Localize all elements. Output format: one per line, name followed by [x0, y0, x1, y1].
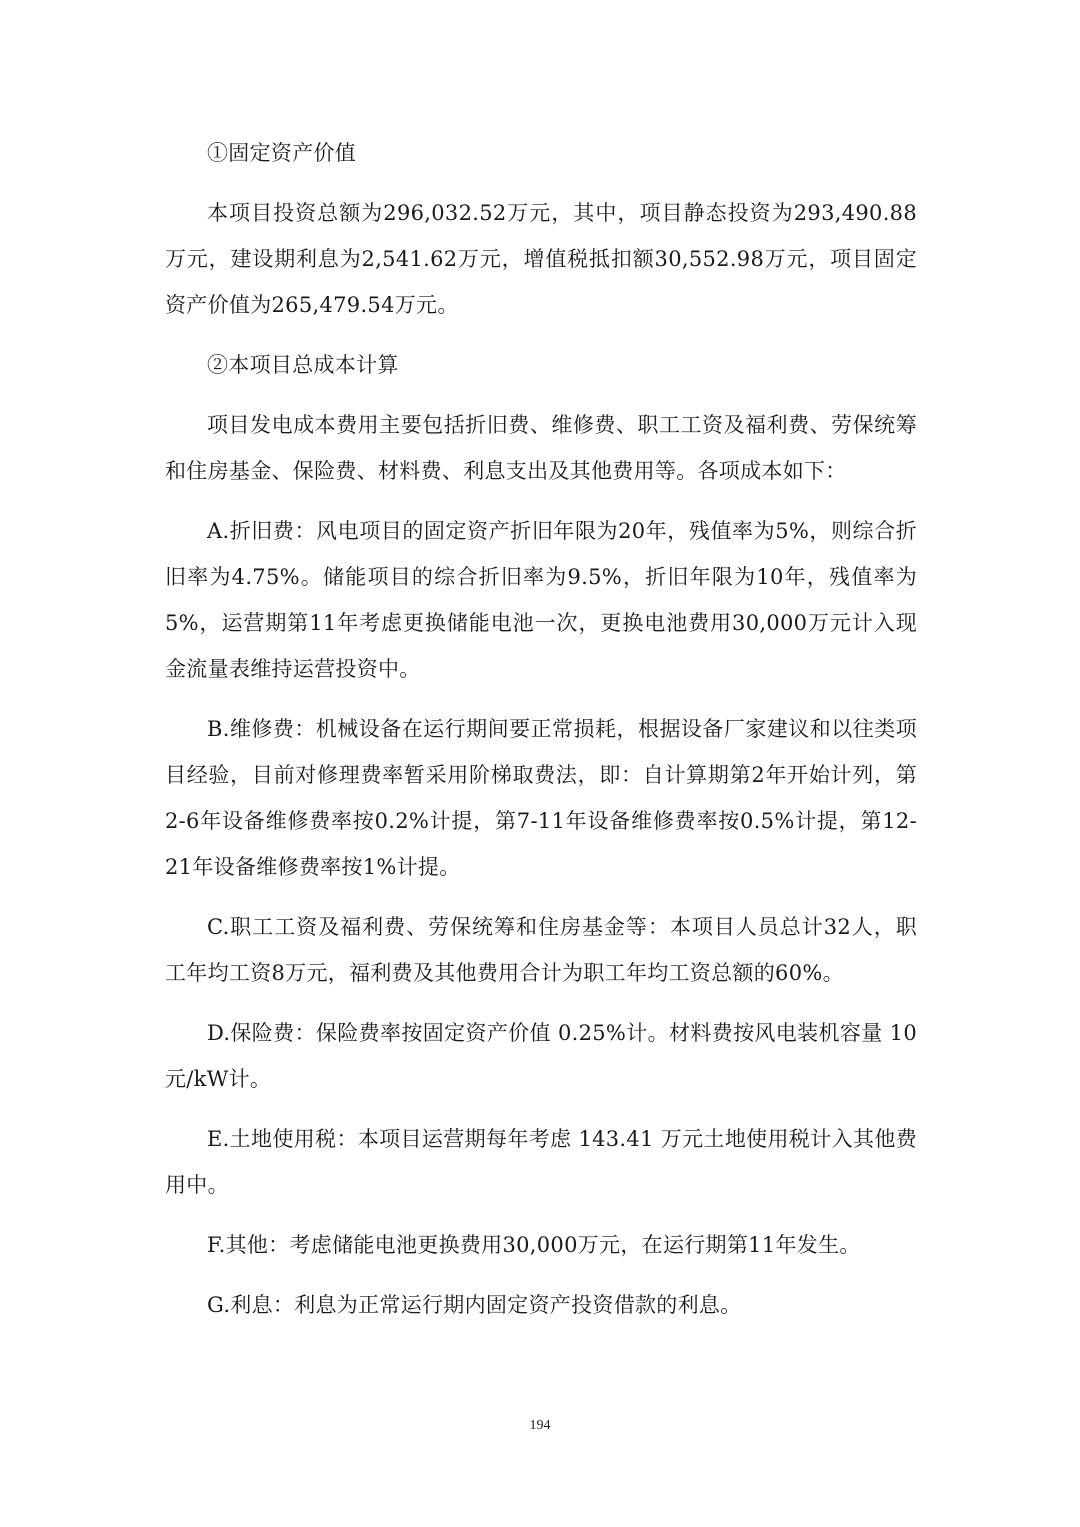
page-number: 194 — [529, 1418, 551, 1433]
paragraph-other-costs: F.其他：考虑储能电池更换费用30,000万元，在运行期第11年发生。 — [207, 1233, 861, 1257]
section-heading-total-cost: ②本项目总成本计算 — [207, 353, 399, 377]
page-body — [165, 130, 917, 1342]
paragraph-maintenance: B.维修费：机械设备在运行期间要正常损耗，根据设备厂家建议和以往类项目经验，目前对修理费率暂采用阶梯取费法，即：自计算期第2年开始计列，第2-6年设备维修费率按0.2%计提，第7-11年设备维修费率按0.5%计提，第12-21年设备维修费率按1%计提。 — [165, 717, 917, 879]
paragraph-cost-overview: 项目发电成本费用主要包括折旧费、维修费、职工工资及福利费、劳保统筹和住房基金、保险费、材料费、利息支出及其他费用等。各项成本如下： — [165, 413, 917, 483]
paragraph-interest: G.利息：利息为正常运行期内固定资产投资借款的利息。 — [207, 1293, 742, 1317]
paragraph-depreciation: A.折旧费：风电项目的固定资产折旧年限为20年，残值率为5%，则综合折旧率为4.75%。储能项目的综合折旧率为9.5%，折旧年限为10年，残值率为5%，运营期第11年考虑更换储能电池一次，更换电池费用30,000万元计入现金流量表维持运营投资中。 — [165, 519, 917, 681]
paragraph-land-use-tax: E.土地使用税：本项目运营期每年考虑 143.41 万元土地使用税计入其他费用中。 — [165, 1127, 917, 1197]
section-heading-fixed-asset-value: ①固定资产价值 — [207, 141, 357, 165]
paragraph-insurance: D.保险费：保险费率按固定资产价值 0.25%计。材料费按风电装机容量 10元/kW计。 — [165, 1021, 917, 1091]
paragraph-staff-wages: C.职工工资及福利费、劳保统筹和住房基金等：本项目人员总计32人，职工年均工资8万元，福利费及其他费用合计为职工年均工资总额的60%。 — [165, 915, 917, 985]
paragraph-investment-total: 本项目投资总额为296,032.52万元，其中，项目静态投资为293,490.88万元，建设期利息为2,541.62万元，增值税抵扣额30,552.98万元，项目固定资产价值为265,479.54万元。 — [165, 201, 917, 317]
